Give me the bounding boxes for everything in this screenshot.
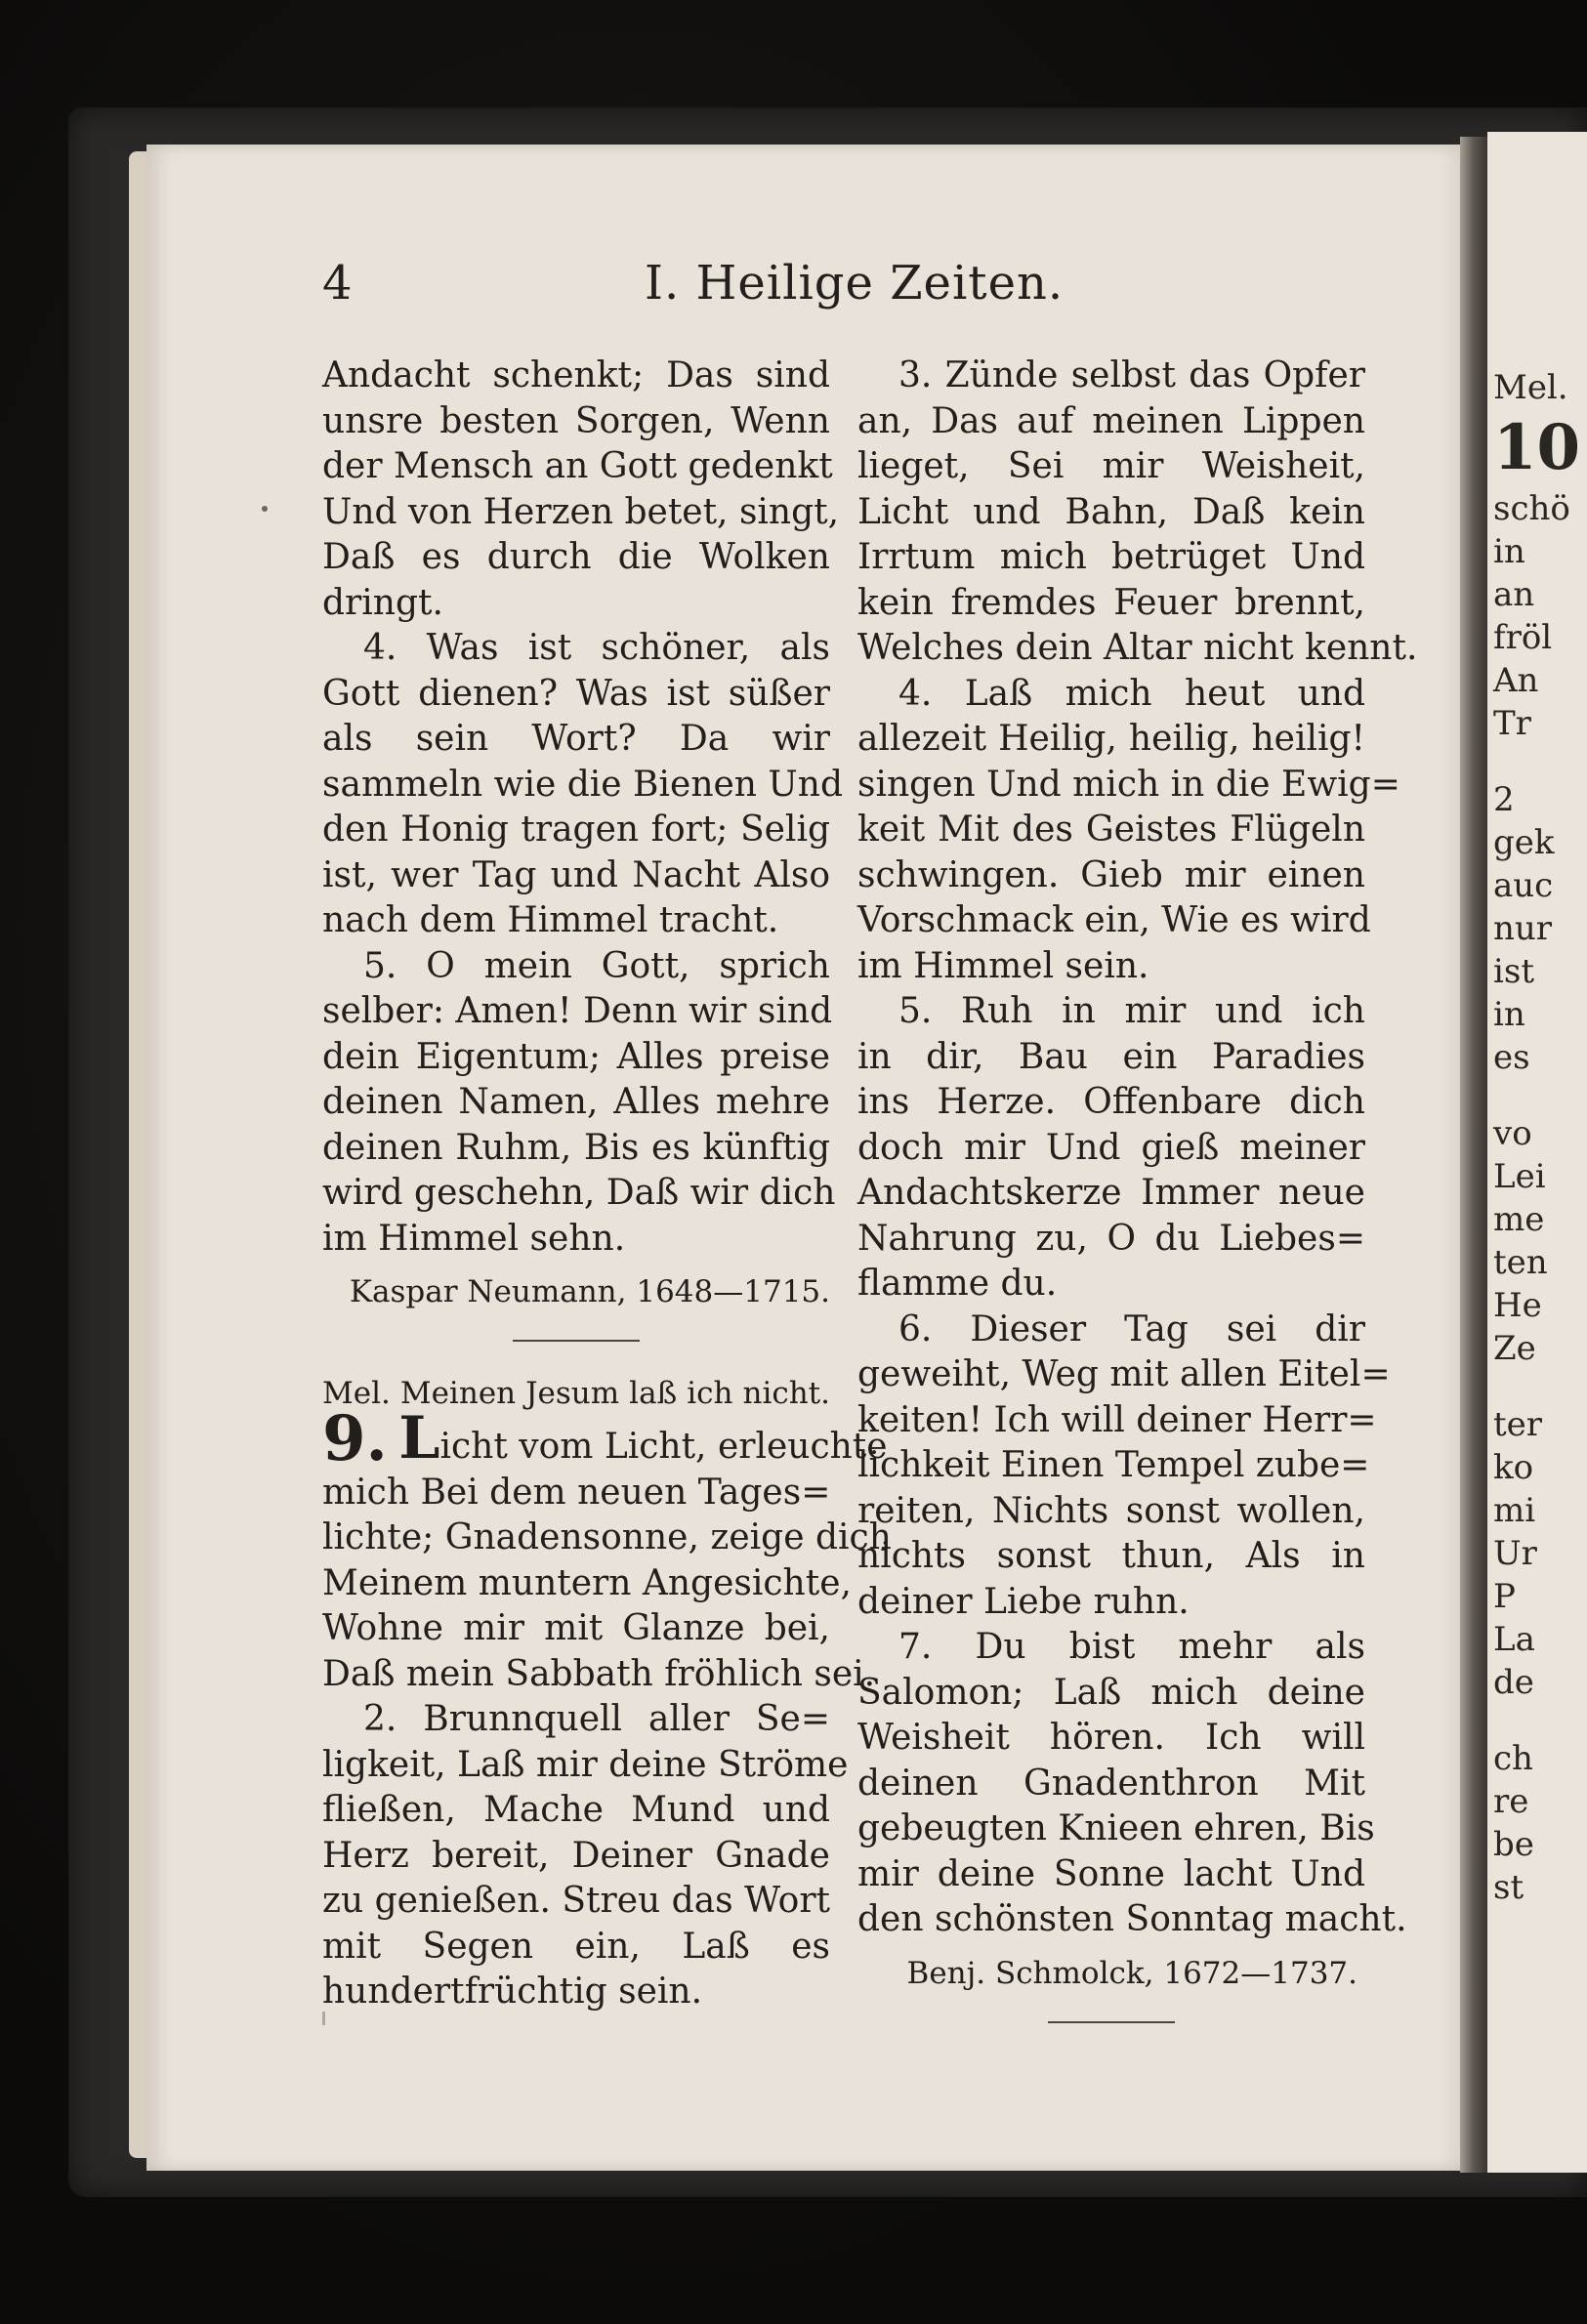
- hymn-verses: [322, 1471, 892, 2015]
- facing-page-fragment: ch: [1493, 1739, 1533, 1778]
- facing-page-fragment: fröl: [1493, 618, 1553, 657]
- text-line: Licht und Bahn, Daß kein: [857, 491, 1365, 532]
- page-number: 4: [322, 256, 353, 311]
- text-line: mir deine Sonne lacht Und: [857, 1853, 1365, 1894]
- text-line: 5. O mein Gott, sprich: [363, 945, 830, 986]
- facing-page-fragment: gek: [1493, 823, 1555, 862]
- facing-page: [1487, 132, 1587, 2173]
- text-line: 4. Laß mich heut und: [898, 673, 1365, 714]
- text-line: lichkeit Einen Tempel zube=: [857, 1445, 1370, 1485]
- text-line: sammeln wie die Bienen Und: [322, 764, 844, 805]
- facing-page-fragment: in: [1493, 995, 1525, 1034]
- text-line: allezeit Heilig, heilig, heilig!: [857, 719, 1365, 759]
- facing-page-fragment: He: [1493, 1286, 1542, 1325]
- text-line: 3. Zünde selbst das Opfer: [898, 355, 1365, 395]
- facing-page-fragment: me: [1493, 1200, 1545, 1239]
- text-line: an, Das auf meinen Lippen: [857, 400, 1365, 441]
- left-column: [322, 353, 892, 2015]
- hymn-dropcap: L: [398, 1404, 440, 1473]
- page-speck: [262, 506, 268, 512]
- text-line: geweiht, Weg mit allen Eitel=: [857, 1354, 1391, 1394]
- hymn-author-left: Kaspar Neumann, 1648—1715.: [349, 1274, 830, 1309]
- text-line: Weisheit hören. Ich will: [857, 1718, 1365, 1758]
- text-line: im Himmel sein.: [857, 945, 1149, 986]
- text-line: deinen Gnadenthron Mit: [857, 1763, 1365, 1804]
- facing-page-fragment: Mel.: [1493, 368, 1568, 407]
- facing-page-fragment: 10: [1493, 411, 1581, 484]
- facing-page-fragment: schö: [1493, 489, 1570, 528]
- text-line: wird geschehn, Daß wir dich: [322, 1173, 836, 1213]
- text-line: Salomon; Laß mich deine: [857, 1672, 1365, 1713]
- text-line: ligkeit, Laß mir deine Ströme: [322, 1744, 849, 1785]
- text-line: ist, wer Tag und Nacht Also: [322, 854, 830, 895]
- text-line: lichte; Gnadensonne, zeige dich: [322, 1517, 892, 1557]
- text-line: dein Eigentum; Alles preise: [322, 1036, 830, 1077]
- section-rule: [513, 1340, 640, 1342]
- facing-page-fragment: Ur: [1493, 1534, 1537, 1573]
- facing-page-fragment: st: [1493, 1868, 1524, 1907]
- text-line: Nahrung zu, O du Liebes=: [857, 1218, 1365, 1259]
- text-line: keit Mit des Geistes Flügeln: [857, 809, 1365, 850]
- page-mark: [322, 2012, 325, 2025]
- page-header: [322, 256, 1348, 324]
- text-line: schwingen. Gieb mir einen: [857, 854, 1365, 895]
- hymn-first-line-text: icht vom Licht, erleuchte: [439, 1427, 888, 1467]
- text-line: Irrtum mich betrüget Und: [857, 537, 1365, 577]
- facing-page-fragment: re: [1493, 1782, 1529, 1821]
- text-line: keiten! Ich will deiner Herr=: [857, 1399, 1377, 1440]
- text-line: deinen Namen, Alles mehre: [322, 1082, 830, 1122]
- facing-page-fragment: in: [1493, 532, 1525, 571]
- facing-page-fragment: P: [1493, 1577, 1516, 1616]
- text-line: gebeugten Knieen ehren, Bis: [857, 1808, 1375, 1848]
- facing-page-fragment: nur: [1493, 909, 1553, 948]
- text-line: als sein Wort? Da wir: [322, 719, 830, 759]
- text-line: nichts sonst thun, Als in: [857, 1536, 1365, 1576]
- facing-page-fragment: [1493, 745, 1587, 778]
- left-column-verses: [322, 353, 844, 1262]
- text-line: 4. Was ist schöner, als: [363, 628, 830, 668]
- text-line: den schönsten Sonntag macht.: [857, 1899, 1407, 1939]
- facing-page-fragment: Lei: [1493, 1157, 1546, 1196]
- facing-page-fragment: 2: [1493, 780, 1515, 819]
- facing-page-fragment: [1493, 1370, 1587, 1403]
- facing-page-fragment: an: [1493, 575, 1535, 614]
- right-column-verses: [857, 353, 1418, 1943]
- facing-page-fragment: auc: [1493, 866, 1554, 905]
- melody-line: Mel. Meinen Jesum laß ich nicht.: [322, 1376, 830, 1411]
- text-line: lieget, Sei mir Weisheit,: [857, 446, 1365, 486]
- right-column: [857, 353, 1418, 2053]
- text-line: doch mir Und gieß meiner: [857, 1127, 1365, 1168]
- text-line: Vorschmack ein, Wie es wird: [857, 900, 1371, 940]
- text-line: Und von Herzen betet, singt,: [322, 491, 840, 532]
- text-line: singen Und mich in die Ewig=: [857, 764, 1400, 805]
- text-line: Welches dein Altar nicht kennt.: [857, 628, 1418, 668]
- text-line: Daß es durch die Wolken: [322, 537, 830, 577]
- hymn-first-line: [322, 1402, 888, 1475]
- facing-page-fragment: [1493, 1704, 1587, 1737]
- text-line: ins Herze. Offenbare dich: [857, 1082, 1365, 1122]
- section-rule-right: [1048, 2021, 1175, 2023]
- text-line: 5. Ruh in mir und ich: [898, 991, 1365, 1031]
- text-line: nach dem Himmel tracht.: [322, 900, 779, 940]
- hymn-number: 9.: [322, 1402, 388, 1475]
- facing-page-fragment: de: [1493, 1663, 1534, 1702]
- text-line: zu genießen. Streu das Wort: [322, 1881, 830, 1921]
- text-line: 2. Brunnquell aller Se=: [363, 1699, 830, 1739]
- text-line: fließen, Mache Mund und: [322, 1790, 830, 1830]
- text-line: mich Bei dem neuen Tages=: [322, 1472, 831, 1513]
- text-line: 7. Du bist mehr als: [898, 1627, 1365, 1667]
- facing-page-fragment: An: [1493, 661, 1539, 700]
- facing-page-fragment: ten: [1493, 1243, 1548, 1282]
- text-line: im Himmel sehn.: [322, 1218, 626, 1259]
- text-line: der Mensch an Gott gedenkt: [322, 446, 833, 486]
- facing-page-text: [1493, 366, 1587, 1909]
- text-line: 6. Dieser Tag sei dir: [898, 1308, 1365, 1349]
- facing-page-fragment: mi: [1493, 1491, 1536, 1530]
- text-line: reiten, Nichts sonst wollen,: [857, 1490, 1365, 1531]
- running-head: I. Heilige Zeiten.: [645, 256, 1065, 311]
- text-line: flamme du.: [857, 1264, 1058, 1304]
- book-gutter: [1460, 137, 1487, 2173]
- text-line: deiner Liebe ruhn.: [857, 1581, 1190, 1622]
- text-line: kein fremdes Feuer brennt,: [857, 582, 1365, 623]
- facing-page-fragment: ter: [1493, 1405, 1543, 1444]
- text-line: den Honig tragen fort; Selig: [322, 809, 830, 850]
- text-line: Wohne mir mit Glanze bei,: [322, 1608, 830, 1648]
- text-line: deinen Ruhm, Bis es künftig: [322, 1127, 830, 1168]
- facing-page-fragment: ist: [1493, 952, 1534, 991]
- text-line: unsre besten Sorgen, Wenn: [322, 400, 830, 441]
- facing-page-fragment: es: [1493, 1038, 1530, 1077]
- facing-page-fragment: Tr: [1493, 704, 1531, 743]
- text-line: Meinem muntern Angesichte,: [322, 1562, 852, 1603]
- text-line: in dir, Bau ein Paradies: [857, 1036, 1365, 1077]
- hymn-author-right: Benj. Schmolck, 1672—1737.: [906, 1955, 1357, 1991]
- facing-page-fragment: be: [1493, 1825, 1534, 1864]
- facing-page-fragment: Ze: [1493, 1329, 1536, 1368]
- text-line: Daß mein Sabbath fröhlich sei.: [322, 1653, 876, 1694]
- facing-page-fragment: [1493, 1079, 1587, 1112]
- text-line: mit Segen ein, Laß es: [322, 1926, 830, 1967]
- text-line: dringt.: [322, 582, 443, 623]
- text-line: selber: Amen! Denn wir sind: [322, 991, 833, 1031]
- text-line: hundertfrüchtig sein.: [322, 1971, 703, 2012]
- facing-page-fragment: La: [1493, 1620, 1535, 1659]
- text-line: Herz bereit, Deiner Gnade: [322, 1835, 830, 1876]
- text-line: Andacht schenkt; Das sind: [322, 355, 830, 395]
- text-line: Andachtskerze Immer neue: [857, 1173, 1365, 1213]
- text-line: Gott dienen? Was ist süßer: [322, 673, 830, 714]
- facing-page-fragment: vo: [1493, 1114, 1532, 1153]
- facing-page-fragment: ko: [1493, 1448, 1534, 1487]
